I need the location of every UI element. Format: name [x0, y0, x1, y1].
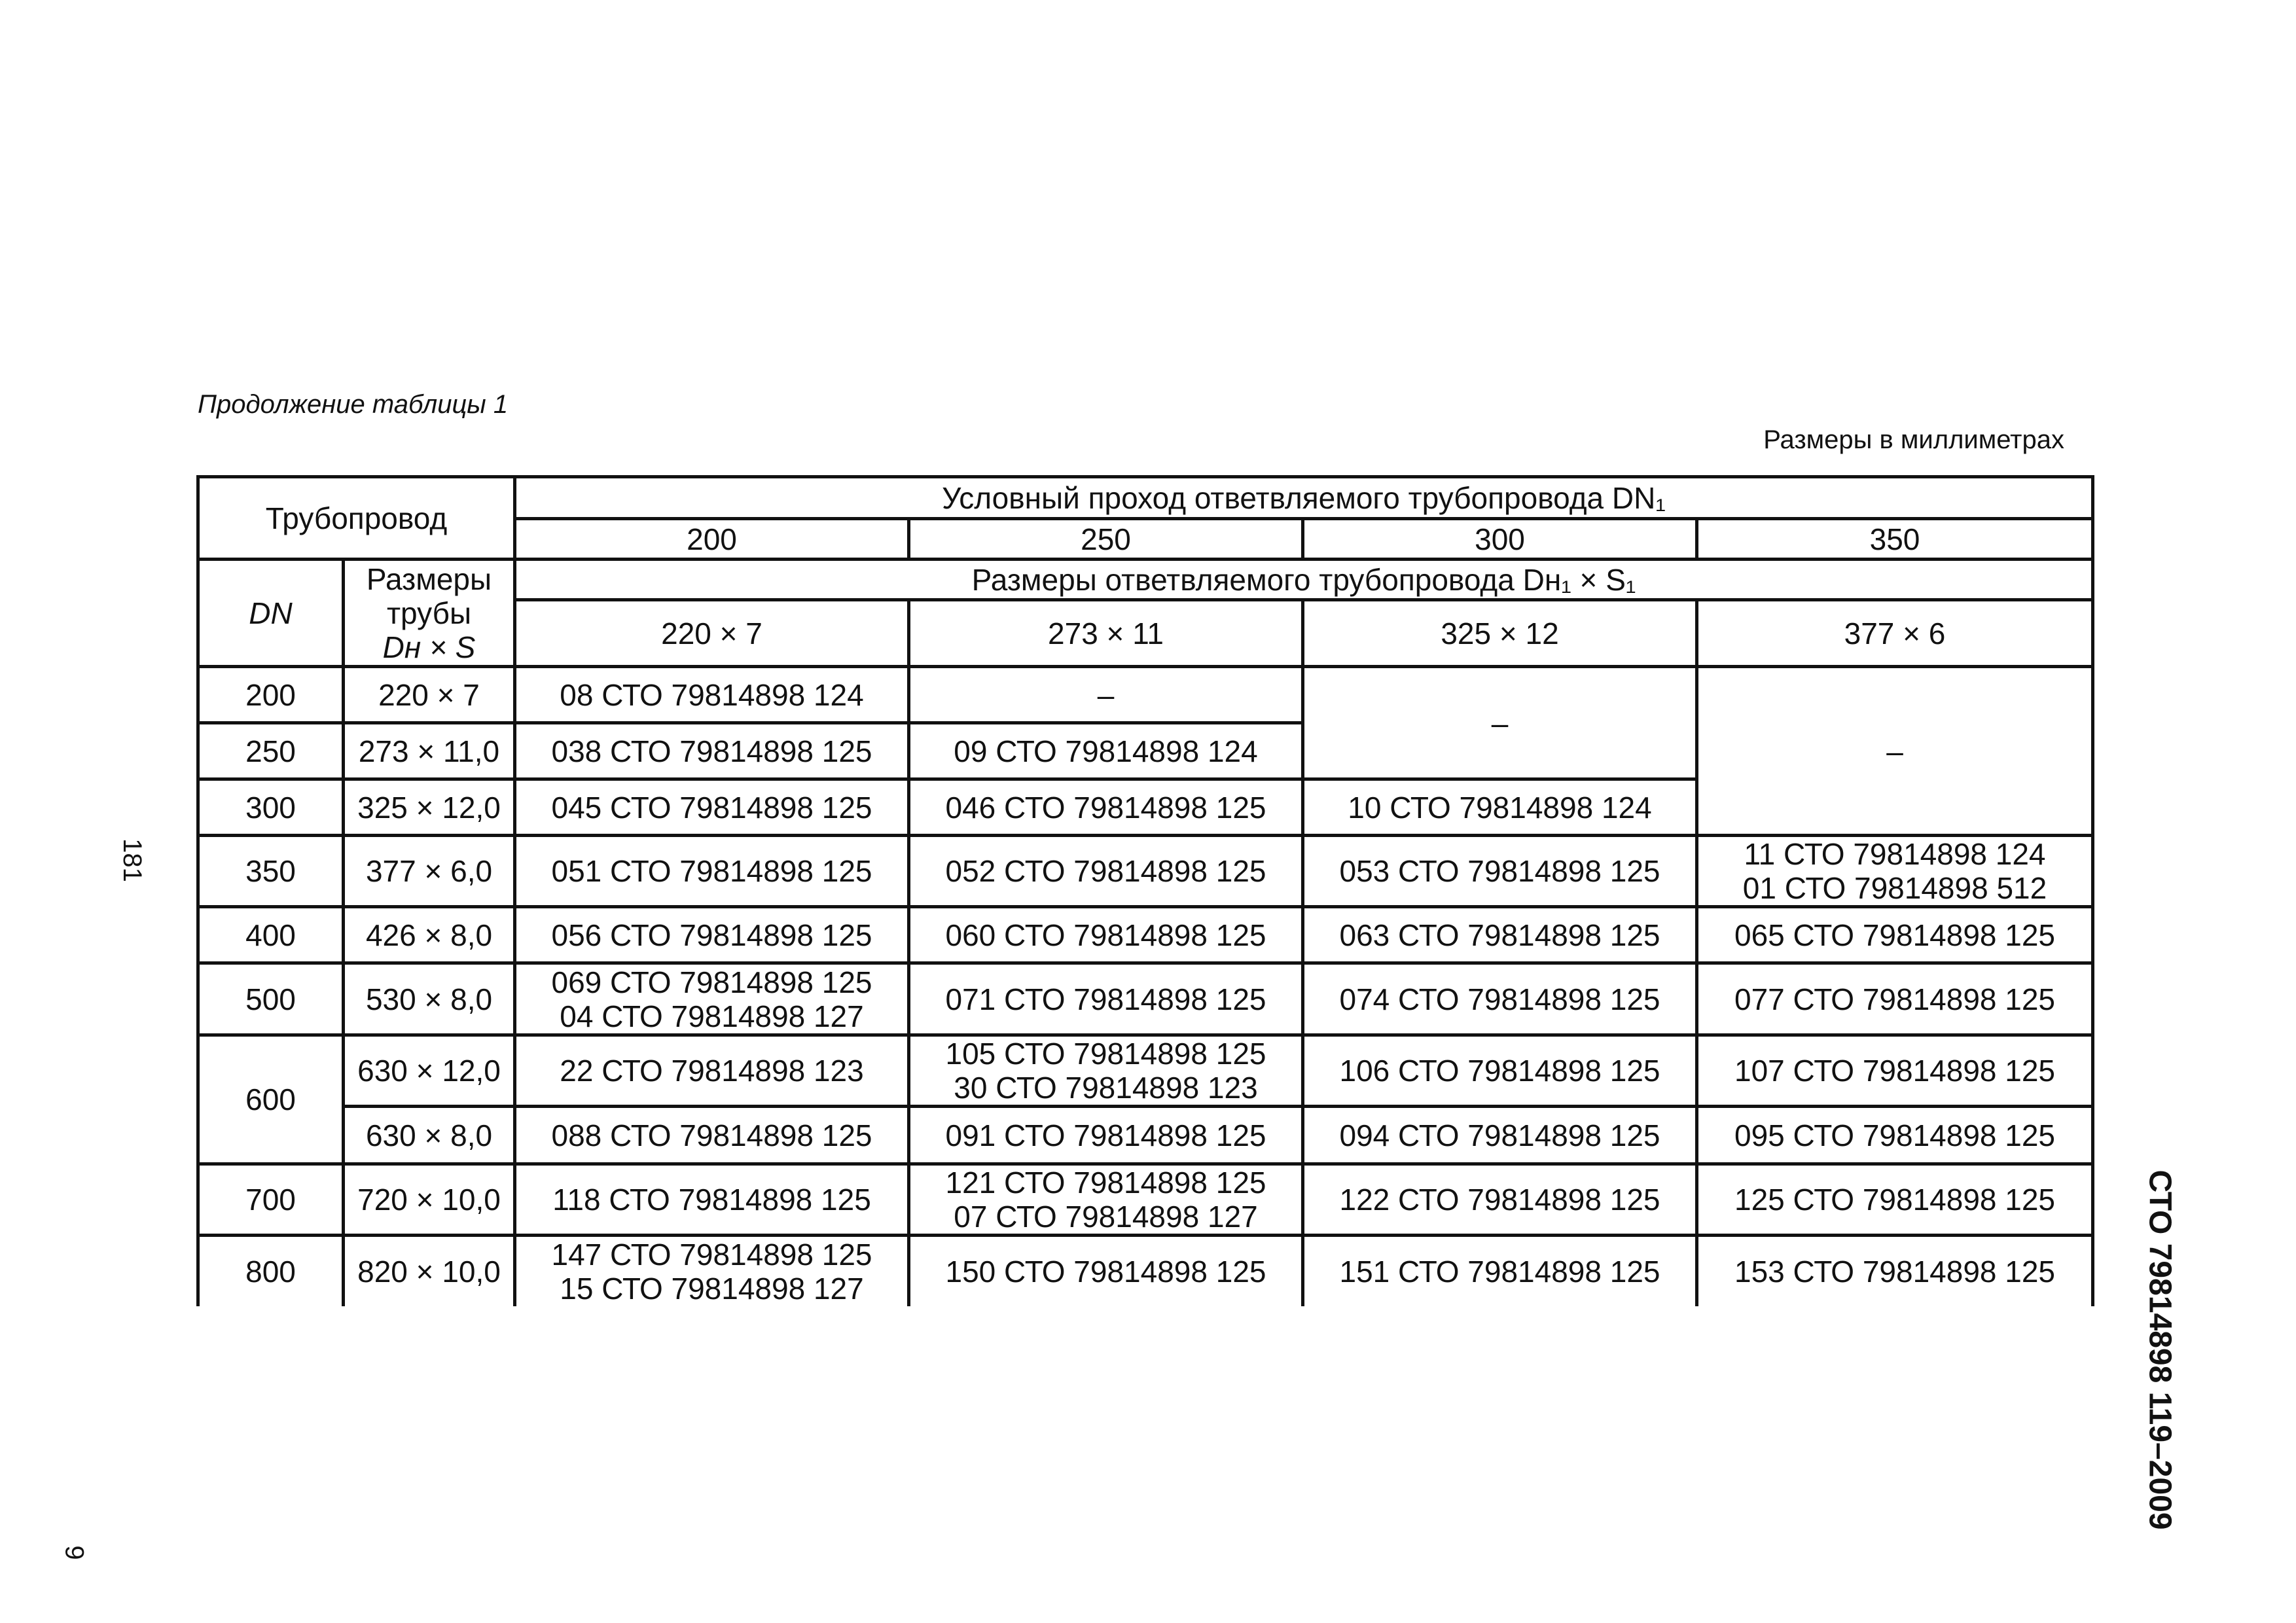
- table-row: [198, 1164, 2093, 1236]
- cell-designation: 151 СТО 79814898 125: [1303, 1236, 1697, 1306]
- cell-dn: 800: [198, 1236, 344, 1306]
- header-branch-dn-350: 350: [1697, 519, 2093, 560]
- cell-dn: 250: [198, 723, 344, 779]
- cell-designation: 106 СТО 79814898 125: [1303, 1035, 1697, 1107]
- cell-dn: 300: [198, 779, 344, 836]
- designation-line: 30 СТО 79814898 123: [954, 1071, 1258, 1105]
- table-row: [198, 907, 2093, 963]
- header-branch-size-2: 273 × 11: [909, 600, 1303, 667]
- cell-designation: [515, 1236, 909, 1306]
- header-branch-size-3: 325 × 12: [1303, 600, 1697, 667]
- cell-designation: 08 СТО 79814898 124: [515, 667, 909, 723]
- header-pipe-size-line-2: трубы: [386, 596, 472, 630]
- header-pipe-size-line-1: Размеры: [366, 562, 492, 596]
- cell-designation: 22 СТО 79814898 123: [515, 1035, 909, 1107]
- cell-dn: 350: [198, 836, 344, 907]
- cell-designation: 077 СТО 79814898 125: [1697, 963, 2093, 1035]
- specification-table: [196, 475, 2091, 1306]
- cell-size: 426 × 8,0: [344, 907, 515, 963]
- cell-designation: 071 СТО 79814898 125: [909, 963, 1303, 1035]
- cell-designation: 095 СТО 79814898 125: [1697, 1107, 2093, 1164]
- cell-designation: 118 СТО 79814898 125: [515, 1164, 909, 1236]
- cell-designation: 074 СТО 79814898 125: [1303, 963, 1697, 1035]
- cell-designation: 091 СТО 79814898 125: [909, 1107, 1303, 1164]
- designation-line: 11 СТО 79814898 124: [1744, 837, 2046, 871]
- designation-line: 121 СТО 79814898 125: [945, 1166, 1266, 1200]
- cell-designation: [1697, 836, 2093, 907]
- header-dn: DN: [198, 560, 344, 667]
- cell-designation: 060 СТО 79814898 125: [909, 907, 1303, 963]
- cell-size: 325 × 12,0: [344, 779, 515, 836]
- cell-designation: 125 СТО 79814898 125: [1697, 1164, 2093, 1236]
- cell-designation: [909, 1035, 1303, 1107]
- sheet-number: 9: [60, 1545, 89, 1560]
- cell-designation: 046 СТО 79814898 125: [909, 779, 1303, 836]
- document-code: СТО 79814898 119–2009: [2142, 1169, 2178, 1530]
- units-note: Размеры в миллиметрах: [1763, 425, 2064, 454]
- cell-designation: 094 СТО 79814898 125: [1303, 1107, 1697, 1164]
- cell-dn: 600: [198, 1035, 344, 1164]
- cell-size: 273 × 11,0: [344, 723, 515, 779]
- designation-line: 147 СТО 79814898 125: [551, 1237, 872, 1272]
- cell-size: 720 × 10,0: [344, 1164, 515, 1236]
- table-caption: Продолжение таблицы 1: [198, 390, 509, 419]
- cell-designation: 153 СТО 79814898 125: [1697, 1236, 2093, 1306]
- cell-designation: 053 СТО 79814898 125: [1303, 836, 1697, 907]
- designation-line: 15 СТО 79814898 127: [560, 1271, 864, 1306]
- cell-designation: 122 СТО 79814898 125: [1303, 1164, 1697, 1236]
- cell-size: 220 × 7: [344, 667, 515, 723]
- cell-designation: 063 СТО 79814898 125: [1303, 907, 1697, 963]
- cell-designation: –: [909, 667, 1303, 723]
- cell-size: 630 × 8,0: [344, 1107, 515, 1164]
- cell-designation: 056 СТО 79814898 125: [515, 907, 909, 963]
- table-row: [198, 836, 2093, 907]
- cell-designation: 088 СТО 79814898 125: [515, 1107, 909, 1164]
- header-branch-dn-300: 300: [1303, 519, 1697, 560]
- cell-designation: 052 СТО 79814898 125: [909, 836, 1303, 907]
- designation-line: 069 СТО 79814898 125: [551, 965, 872, 999]
- cell-designation: [909, 1164, 1303, 1236]
- cell-designation: –: [1697, 667, 2093, 836]
- cell-designation: 045 СТО 79814898 125: [515, 779, 909, 836]
- cell-dn: 200: [198, 667, 344, 723]
- cell-size: 377 × 6,0: [344, 836, 515, 907]
- designation-line: 01 СТО 79814898 512: [1742, 871, 2047, 905]
- cell-designation: 107 СТО 79814898 125: [1697, 1035, 2093, 1107]
- header-branch-dn-title: Условный проход ответвляемого трубопровода DN₁: [515, 477, 2093, 519]
- cell-designation: 150 СТО 79814898 125: [909, 1236, 1303, 1306]
- header-branch-size-1: 220 × 7: [515, 600, 909, 667]
- cell-dn: 700: [198, 1164, 344, 1236]
- cell-designation: 10 СТО 79814898 124: [1303, 779, 1697, 836]
- cell-size: 630 × 12,0: [344, 1035, 515, 1107]
- header-branch-size-title: Размеры ответвляемого трубопровода Dн₁ × S₁: [515, 560, 2093, 600]
- table-row: [198, 963, 2093, 1035]
- designation-line: 04 СТО 79814898 127: [560, 999, 864, 1033]
- header-pipeline: Трубопровод: [198, 477, 515, 560]
- page-number: 181: [117, 838, 147, 882]
- header-pipe-size: [344, 560, 515, 667]
- cell-size: 820 × 10,0: [344, 1236, 515, 1306]
- cell-designation: 051 СТО 79814898 125: [515, 836, 909, 907]
- table-row: [198, 1236, 2093, 1306]
- table-row: [198, 1107, 2093, 1164]
- cell-designation: 09 СТО 79814898 124: [909, 723, 1303, 779]
- header-branch-size-4: 377 × 6: [1697, 600, 2093, 667]
- cell-dn: 400: [198, 907, 344, 963]
- cell-dn: 500: [198, 963, 344, 1035]
- cell-designation: [515, 963, 909, 1035]
- cell-designation: 038 СТО 79814898 125: [515, 723, 909, 779]
- table-row: [198, 1035, 2093, 1107]
- cell-designation: –: [1303, 667, 1697, 779]
- table-row: [198, 667, 2093, 723]
- header-branch-dn-200: 200: [515, 519, 909, 560]
- designation-line: 07 СТО 79814898 127: [954, 1200, 1258, 1234]
- designation-line: 105 СТО 79814898 125: [945, 1037, 1266, 1071]
- header-pipe-size-line-3: Dн × S: [382, 630, 476, 664]
- cell-size: 530 × 8,0: [344, 963, 515, 1035]
- cell-designation: 065 СТО 79814898 125: [1697, 907, 2093, 963]
- header-branch-dn-250: 250: [909, 519, 1303, 560]
